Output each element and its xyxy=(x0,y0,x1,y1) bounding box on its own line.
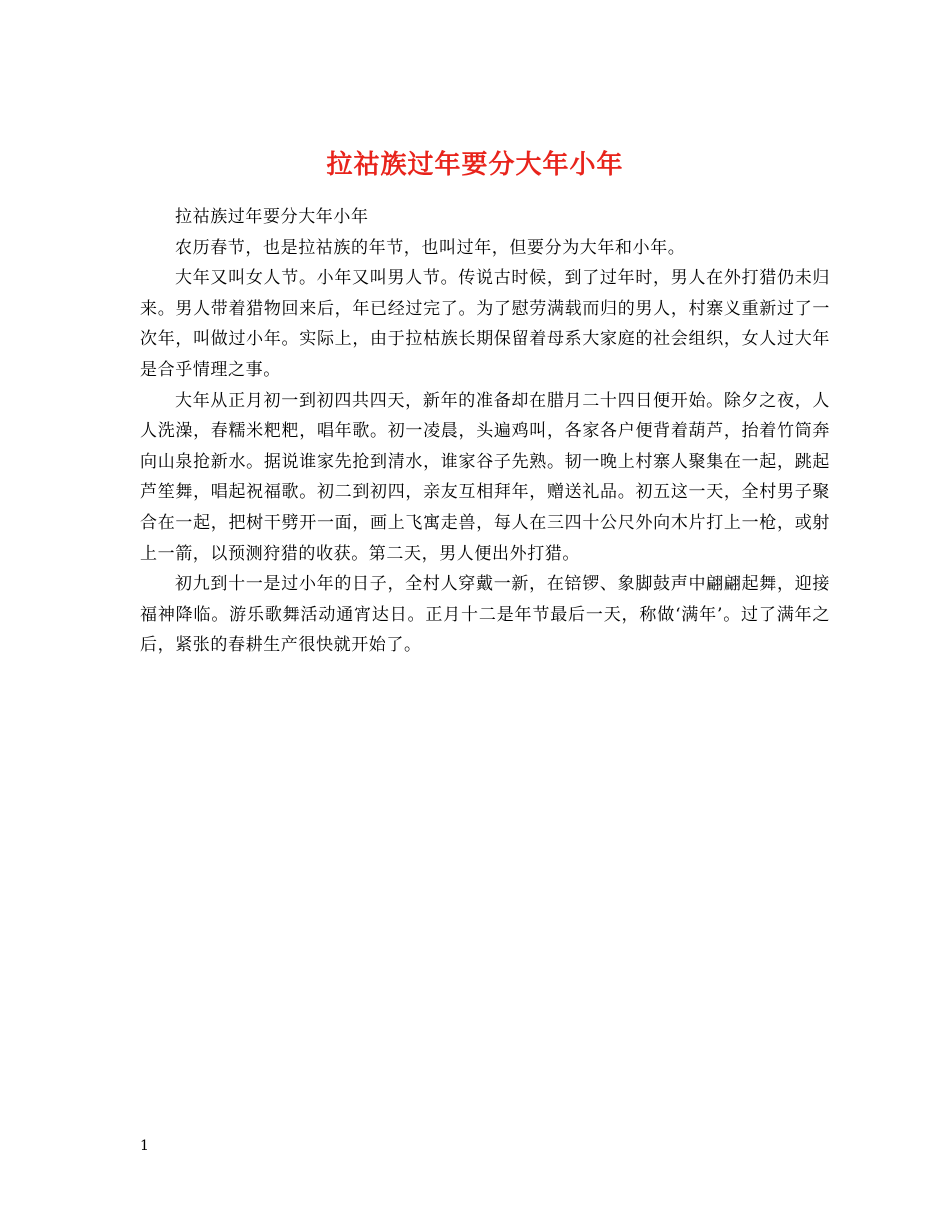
paragraph-small-year: 初九到十一是过小年的日子，全村人穿戴一新，在锫锣、象脚鼓声中翩翩起舞，迎接福神降临。游乐歌舞活动通宵达日。正月十二是年节最后一天，称做‘满年’。过了满年之后，紧张的春耕生产很快就开始了。 xyxy=(140,574,830,656)
document-body xyxy=(140,202,830,661)
paragraph-subtitle: 拉祜族过年要分大年小年 xyxy=(175,207,369,227)
paragraph-legend: 大年又叫女人节。小年又叫男人节。传说古时候，到了过年时，男人在外打猎仍未归来。男人带着猎物回来后，年已经过完了。为了慰劳满载而归的男人，村寨义重新过了一次年，叫做过小年。实际上，由于拉枯族长期保留着母系大家庭的社会组织，女人过大年是合乎情理之事。 xyxy=(140,268,830,380)
paragraph-intro: 农历春节，也是拉祜族的年节，也叫过年，但要分为大年和小年。 xyxy=(175,237,686,258)
paragraph-big-year: 大年从正月初一到初四共四天，新年的准备却在腊月二十四日便开始。除夕之夜，人人洗澡，春糯米粑粑，唱年歌。初一凌晨，头遍鸡叫，各家各户便背着葫芦，抬着竹筒奔向山泉抢新水。据说谁家先抢到清水，谁家谷子先熟。韧一晚上村寨人聚集在一起，跳起芦笙舞，唱起祝福歌。初二到初四，亲友互相拜年，赠送礼品。初五这一天，全村男子聚合在一起，把树干劈开一面，画上飞寓走兽，每人在三四十公尺外向木片打上一枪，或射上一箭，以预测狩猎的收获。第二天，男人便出外打猎。 xyxy=(140,390,830,564)
document-title: 拉祜族过年要分大年小年 xyxy=(326,150,624,181)
page-number: 1 xyxy=(140,1138,149,1154)
